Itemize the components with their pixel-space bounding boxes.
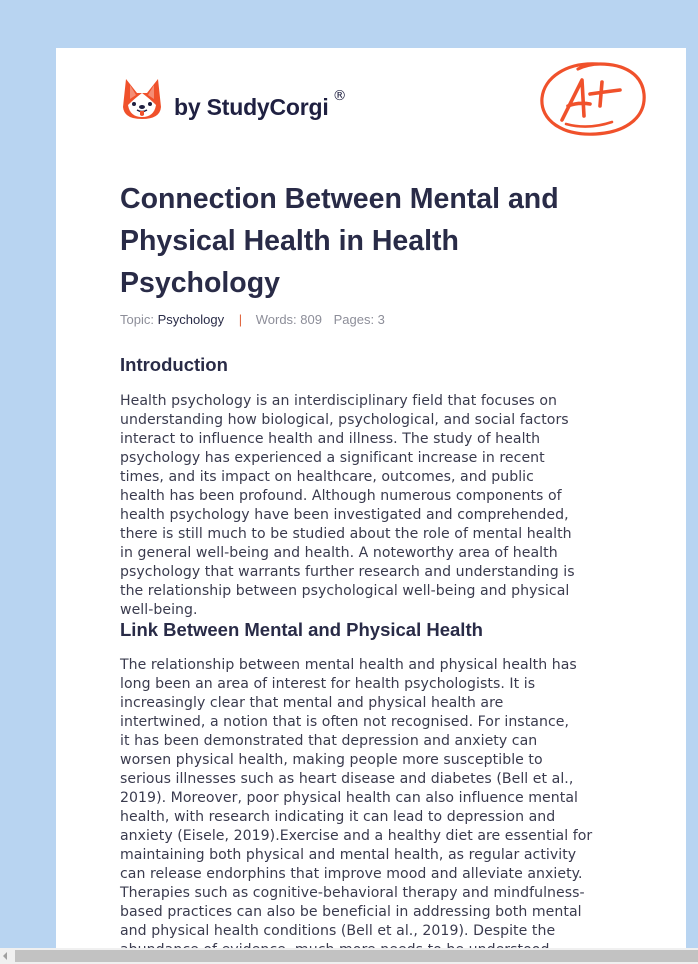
text-line: can release endorphins that improve mood and alleviate anxiety.	[120, 866, 583, 882]
text-line: maintaining both physical and mental health, as regular activity	[120, 847, 577, 863]
corgi-face-icon	[122, 77, 162, 121]
text-line: and physical health conditions (Bell et al., 2019). Despite the	[120, 923, 556, 939]
title-line: Physical Health in Health	[120, 225, 459, 257]
text-line: it has been demonstrated that depression and anxiety can	[120, 733, 538, 749]
text-line: well-being.	[120, 602, 198, 618]
text-line: the relationship between psychological well-being and physical	[120, 583, 570, 599]
text-line: times, and its impact on healthcare, outcomes, and public	[120, 469, 534, 485]
document-title	[120, 178, 640, 304]
text-line: Therapies such as cognitive-behavioral therapy and mindfulness-	[120, 885, 585, 901]
text-line: intertwined, a notion that is often not recognised. For instance,	[120, 714, 569, 730]
text-line: increasingly clear that mental and physical health are	[120, 695, 504, 711]
topic-label: Topic:	[120, 312, 154, 327]
text-line: serious illnesses such as heart disease and diabetes (Bell et al.,	[120, 771, 574, 787]
text-line: long been an area of interest for health psychologists. It is	[120, 676, 536, 692]
page-count: Pages: 3	[333, 312, 385, 327]
text-line: The relationship between mental health and physical health has	[120, 657, 577, 673]
text-line: health, with research indicating it can lead to depression and	[120, 809, 556, 825]
document-meta	[120, 312, 385, 327]
text-line: in general well-being and health. A noteworthy area of health	[120, 545, 558, 561]
text-line: health has been profound. Although numerous components of	[120, 488, 562, 504]
document-card	[56, 48, 686, 964]
title-line: Connection Between Mental and	[120, 183, 559, 215]
text-line: understanding how biological, psychological, and social factors	[120, 412, 569, 428]
text-line: psychology that warrants further research and understanding is	[120, 564, 575, 580]
text-line: 2019). Moreover, poor physical health can also influence mental	[120, 790, 578, 806]
text-line: psychology has experienced a significant increase in recent	[120, 450, 545, 466]
word-count: Words: 809	[255, 312, 322, 327]
text-line: based practices can also be beneficial in addressing both mental	[120, 904, 582, 920]
section-heading-introduction: Introduction	[120, 354, 228, 375]
text-line: interact to influence health and illness. The study of health	[120, 431, 541, 447]
brand-name: by StudyCorgi	[174, 94, 329, 120]
text-line: health psychology have been investigated and comprehended,	[120, 507, 569, 523]
a-plus-circle-icon	[538, 58, 650, 140]
scrollbar-thumb[interactable]	[15, 950, 698, 962]
section-heading-link: Link Between Mental and Physical Health	[120, 619, 483, 640]
text-line: Health psychology is an interdisciplinary field that focuses on	[120, 393, 558, 409]
chevron-left-icon[interactable]	[3, 952, 7, 960]
text-line: worsen physical health, making people more susceptible to	[120, 752, 543, 768]
horizontal-scrollbar[interactable]	[0, 948, 698, 964]
studycorgi-logo[interactable]	[122, 76, 347, 121]
meta-separator: |	[238, 312, 243, 327]
title-line: Psychology	[120, 267, 280, 299]
paragraph-link	[120, 656, 640, 960]
paragraph-introduction	[120, 392, 640, 620]
registered-mark: ®	[332, 88, 347, 104]
text-line: anxiety (Eisele, 2019).Exercise and a healthy diet are essential for	[120, 828, 593, 844]
text-line: there is still much to be studied about the role of mental health	[120, 526, 572, 542]
topic-link[interactable]: Psychology	[157, 312, 225, 327]
